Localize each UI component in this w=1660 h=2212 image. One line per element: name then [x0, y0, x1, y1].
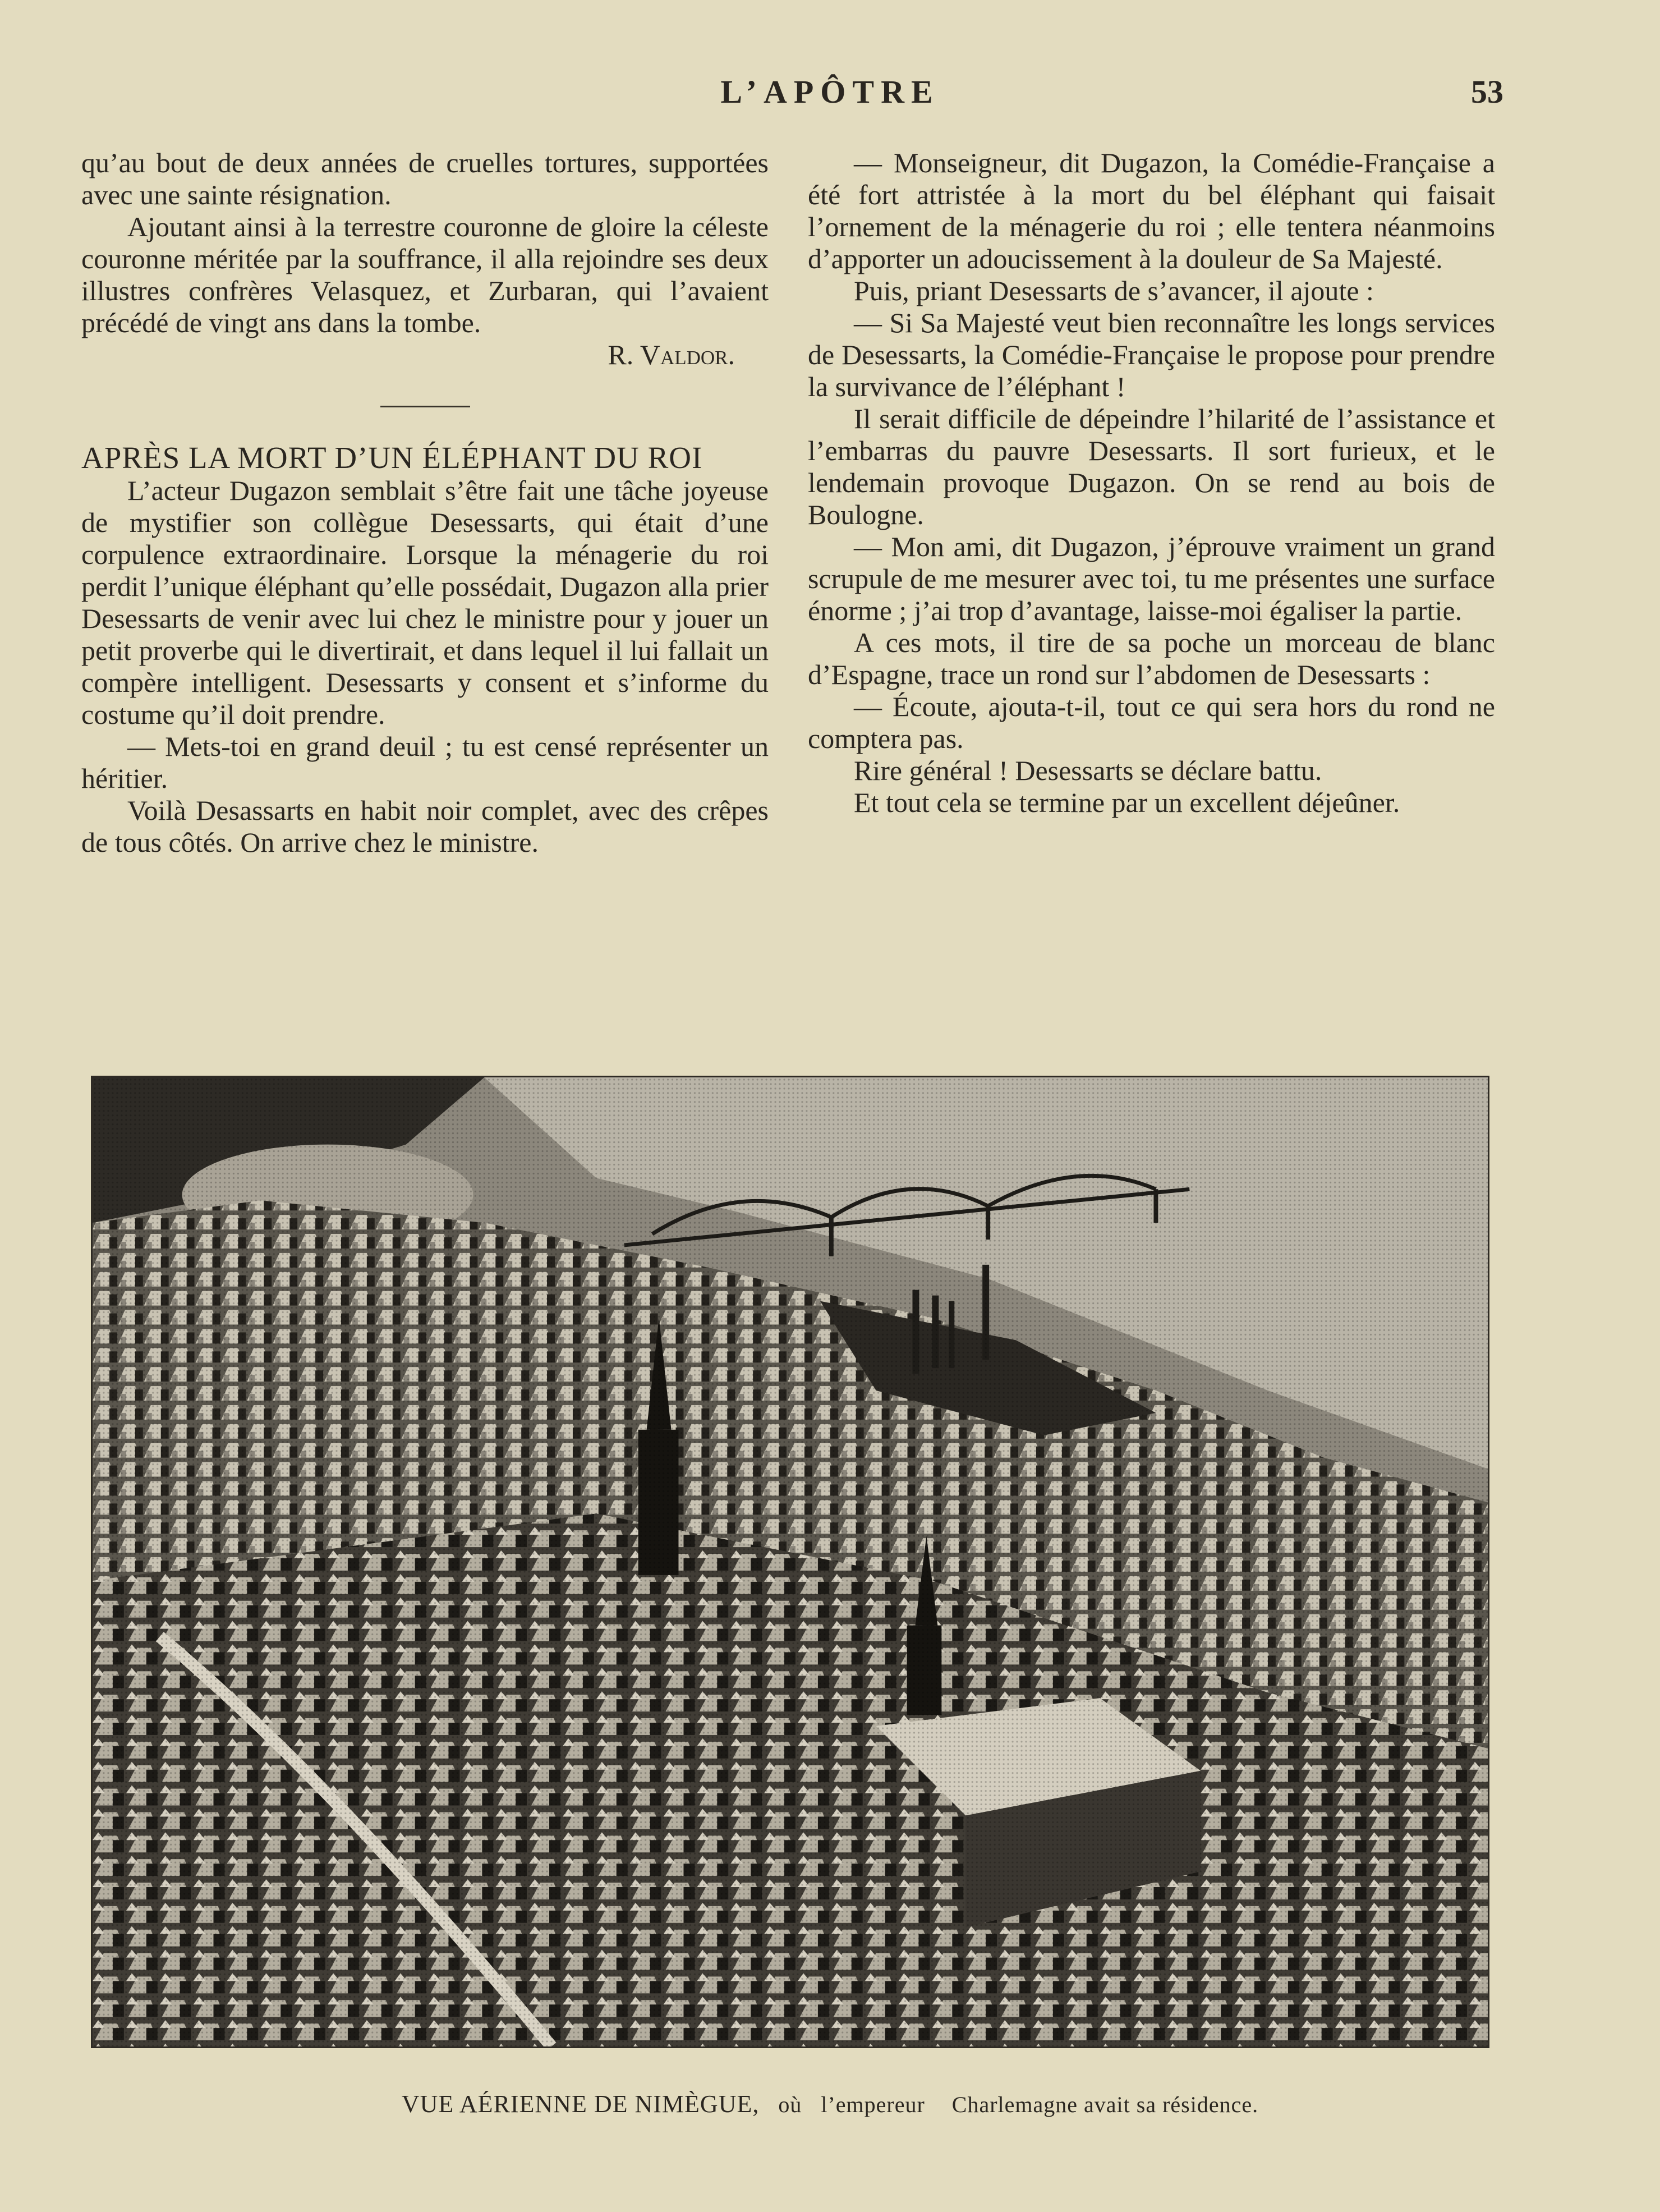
- article-paragraph: Voilà Desassarts en habit noir complet, avec des crêpes de tous côtés. On arrive chez le ministre.: [81, 795, 769, 858]
- previous-article-ending: qu’au bout de deux années de cruelles tortures, supportées avec une sainte résignation.: [81, 147, 769, 210]
- caption-title: VUE AÉRIENNE DE NIMÈGUE,: [401, 2090, 760, 2118]
- article-paragraph: A ces mots, il tire de sa poche un morceau de blanc d’Espagne, trace un rond sur l’abdomen de Desessarts :: [808, 627, 1495, 690]
- article-paragraph: Puis, priant Desessarts de s’avancer, il ajoute :: [854, 275, 1374, 306]
- article-paragraph: — Mets-toi en grand deuil ; tu est censé représenter un héritier.: [81, 731, 769, 794]
- article-paragraph: Et tout cela se termine par un excellent déjeûner.: [854, 787, 1400, 818]
- page-number: 53: [1471, 74, 1503, 110]
- article-paragraph: — Mon ami, dit Dugazon, j’éprouve vraiment un grand scrupule de me mesurer avec toi, tu me présentes une surface énorme ; j’ai trop d’avantage, laisse-moi égaliser la partie.: [808, 531, 1495, 626]
- section-divider: [380, 406, 470, 407]
- article-title: APRÈS LA MORT D’UN ÉLÉPHANT DU ROI: [81, 440, 703, 475]
- caption-text: Charlemagne avait sa résidence.: [951, 2092, 1259, 2117]
- previous-article-paragraph: Ajoutant ainsi à la terrestre couronne de gloire la céleste couronne méritée par la souffrance, il alla rejoindre ses deux illustres confrères Velasquez, et Zurbaran, qui l’avaient précédé de vingt ans dans la tombe.: [81, 211, 769, 338]
- article-paragraph: Rire général ! Desessarts se déclare battu.: [854, 755, 1322, 786]
- running-header-title: L’APÔTRE: [720, 74, 940, 110]
- article-paragraph: Il serait difficile de dépeindre l’hilarité de l’assistance et l’embarras du pauvre Desessarts. Il sort furieux, et le lendemain provoque Dugazon. On se rend au bois de Boulogne.: [808, 403, 1495, 530]
- article-paragraph: — Monseigneur, dit Dugazon, la Comédie-Française a été fort attristée à la mort du bel éléphant qui faisait l’ornement de la ménagerie du roi ; elle tentera néanmoins d’apporter un adoucissement à la douleur de Sa Majesté.: [808, 147, 1495, 274]
- article-paragraph: — Écoute, ajouta-t-il, tout ce qui sera hors du rond ne comptera pas.: [808, 691, 1495, 754]
- right-column: [808, 147, 1495, 819]
- caption-word: où: [778, 2092, 802, 2117]
- left-column: [81, 147, 769, 859]
- caption-text: l’empereur: [821, 2092, 925, 2117]
- article-paragraph: — Si Sa Majesté veut bien reconnaître les longs services de Desessarts, la Comédie-Française le propose pour prendre la survivance de l’éléphant !: [808, 307, 1495, 402]
- photo-caption: [0, 2090, 1660, 2118]
- aerial-photo-illustration: [93, 1077, 1488, 2046]
- aerial-photo-nijmegen: [91, 1076, 1489, 2048]
- author-signature: R. Valdor.: [608, 339, 735, 370]
- article-paragraph: L’acteur Dugazon semblait s’être fait une tâche joyeuse de mystifier son collègue Desessarts, qui était d’une corpulence extraordinaire. Lorsque la ménagerie du roi perdit l’unique éléphant qu’elle possédait, Dugazon alla prier Desessarts de venir avec lui chez le ministre pour y jouer un petit proverbe qui le divertirait, et dans lequel il lui fallait un compère intelligent. Desessarts y consent et s’informe du costume qu’il doit prendre.: [81, 475, 769, 730]
